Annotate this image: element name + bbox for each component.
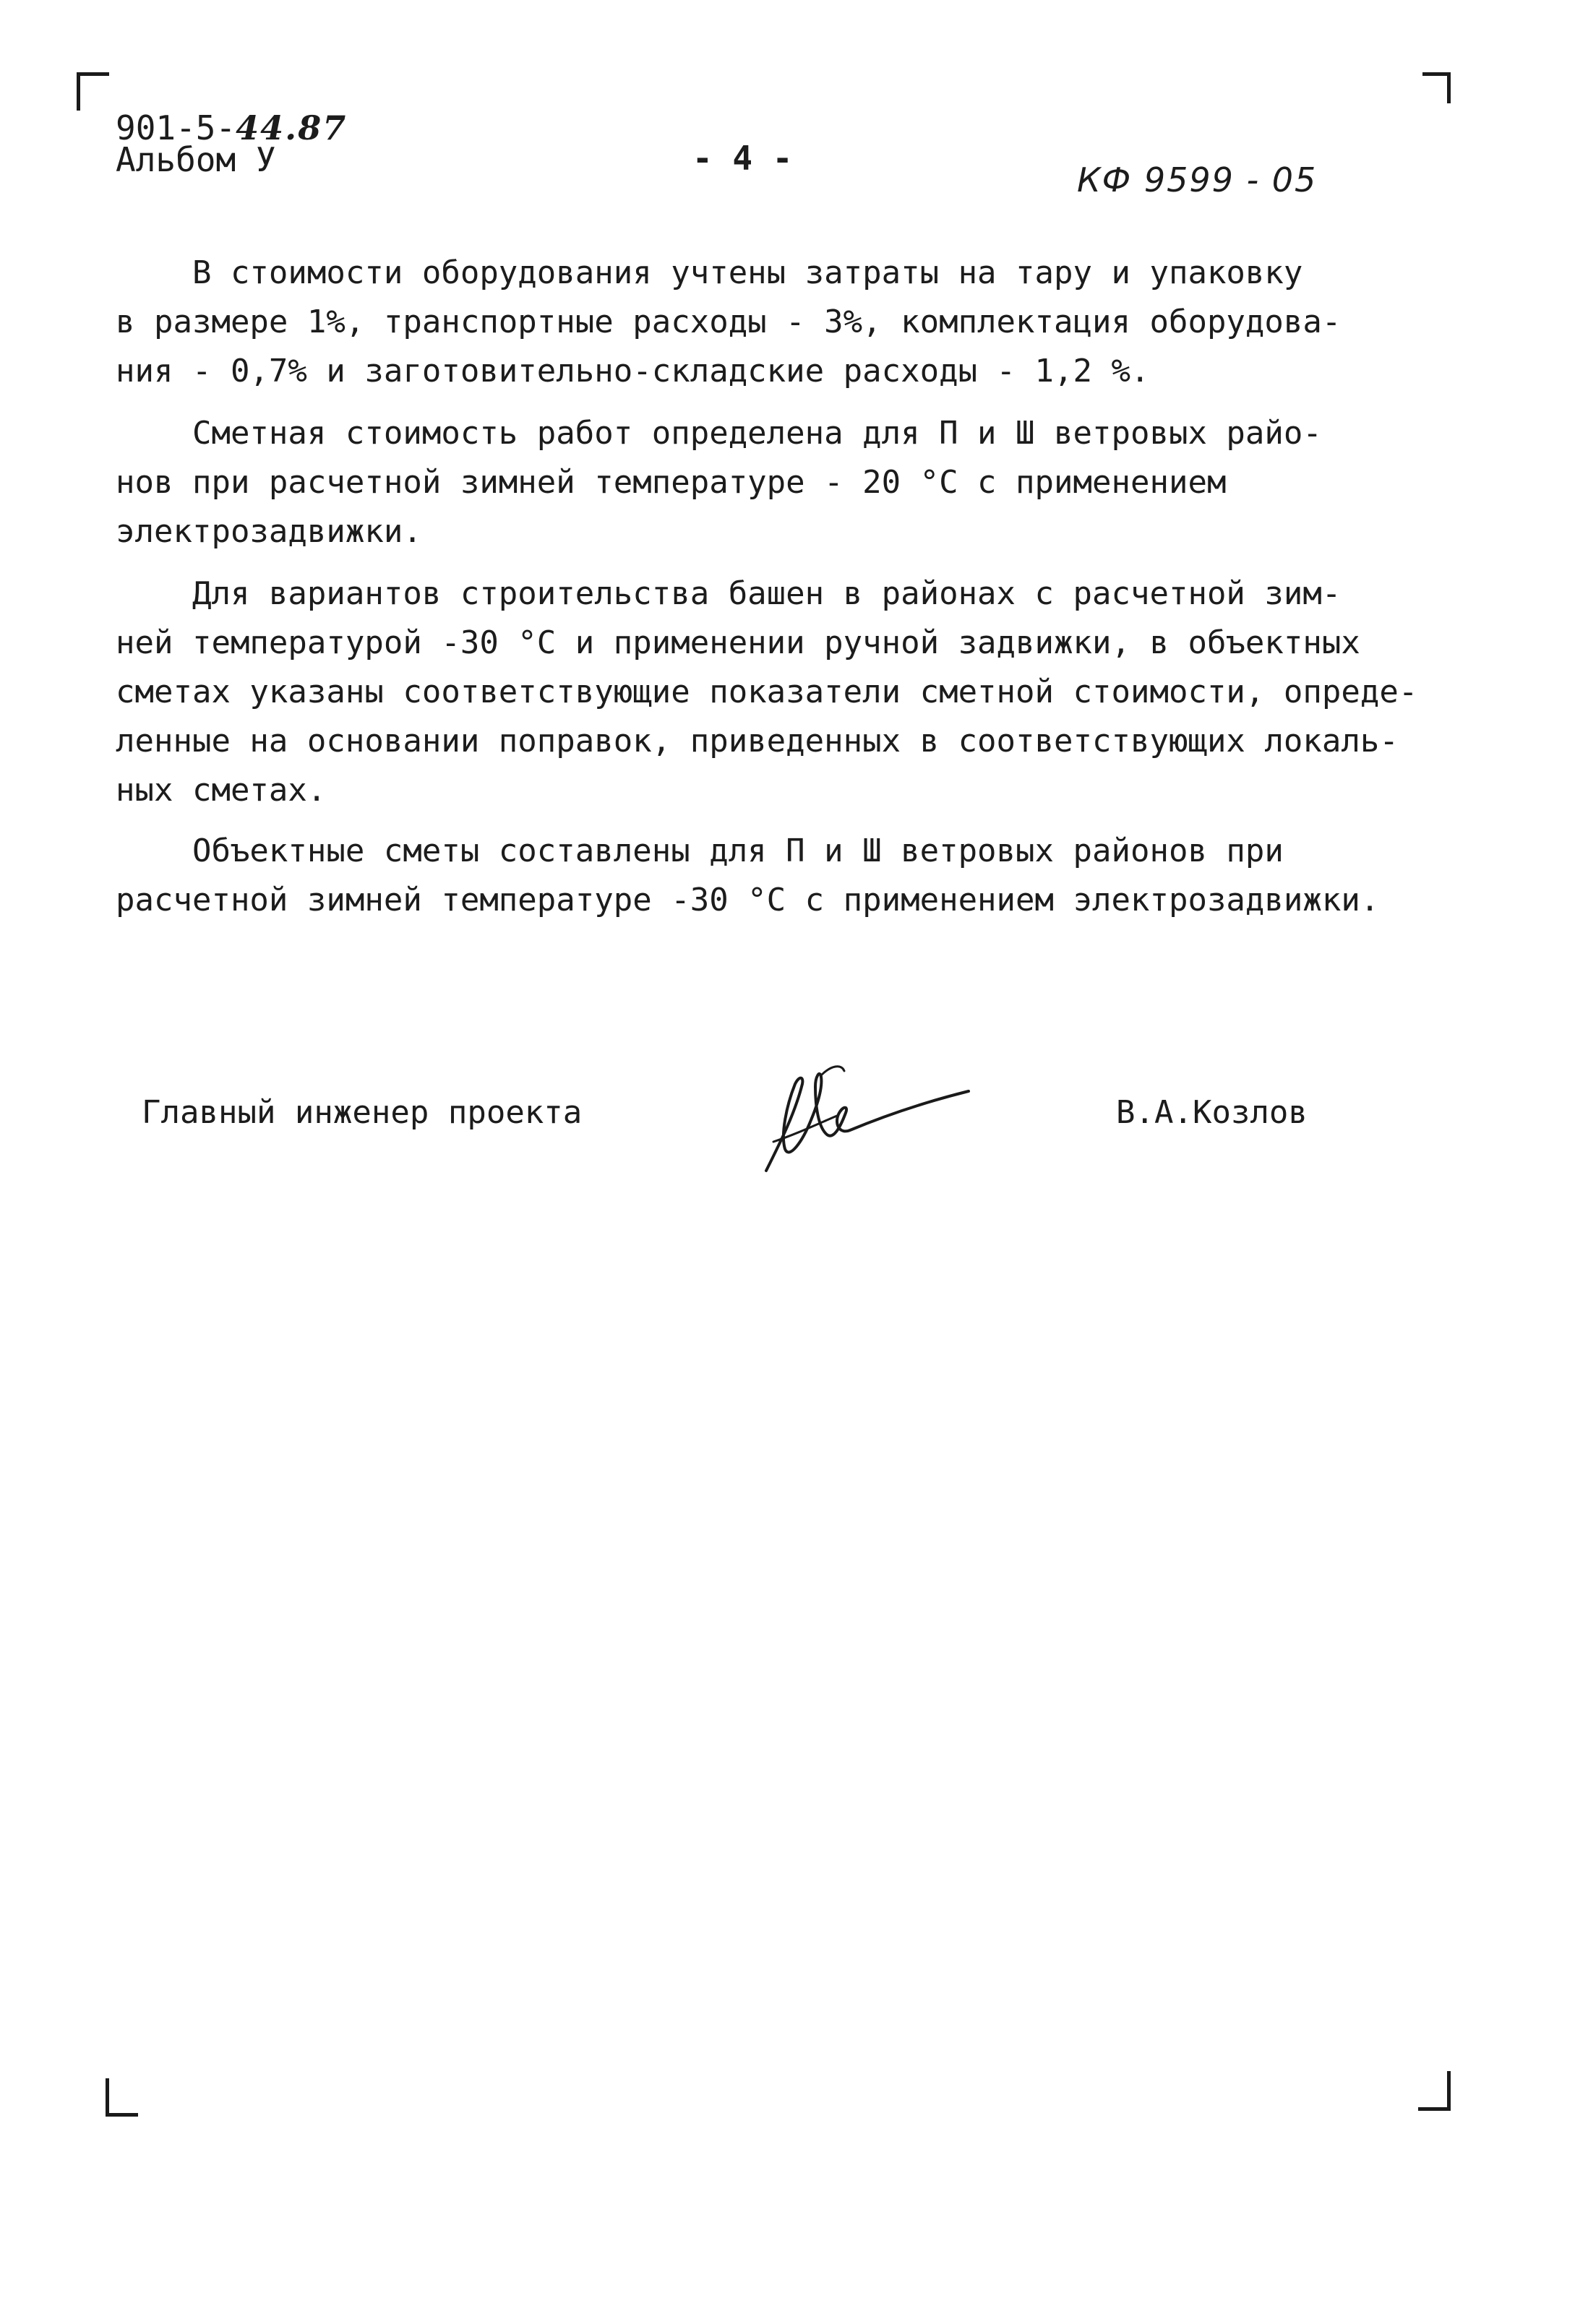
crop-mark-bottom-right: [1418, 2071, 1451, 2111]
text-line: сметах указаны соответствующие показатели сметной стоимости, опреде-: [116, 673, 1418, 710]
text-line: ней температурой -30 °С и применении ручной задвижки, в объектных: [116, 624, 1360, 661]
handwritten-signature: [752, 1055, 983, 1185]
paragraph-estimated-cost: [116, 409, 1489, 556]
text-line: Объектные сметы составлены для П и Ш ветровых районов при: [116, 832, 1284, 869]
series-prefix: 901-5-: [116, 108, 236, 147]
crop-mark-top-left: [77, 72, 109, 111]
text-line: Сметная стоимость работ определена для П и Ш ветровых райо-: [116, 415, 1322, 452]
paragraph-equipment-cost: [116, 249, 1489, 396]
text-line: ных сметах.: [116, 772, 327, 809]
paragraph-construction-variants: [116, 569, 1489, 815]
handwritten-archive-code: КФ 9599 - 05: [1077, 160, 1318, 199]
signatory-title: Главный инженер проекта: [142, 1094, 583, 1131]
text-line: электрозадвижки.: [116, 513, 422, 550]
crop-mark-bottom-left: [106, 2078, 138, 2117]
page-number: - 4 -: [692, 139, 793, 178]
paragraph-object-estimates: [116, 827, 1489, 925]
signatory-name: В.А.Козлов: [1116, 1094, 1308, 1131]
text-line: ленные на основании поправок, приведенных в соответствующих локаль-: [116, 723, 1399, 759]
text-line: расчетной зимней температуре -30 °С с применением электрозадвижки.: [116, 882, 1380, 918]
text-line: нов при расчетной зимней температуре - 20 °С с применением: [116, 464, 1227, 501]
series-handwritten-number: 44.87: [236, 108, 348, 147]
text-line: в размере 1%, транспортные расходы - 3%, комплектация оборудова-: [116, 304, 1342, 340]
text-line: В стоимости оборудования учтены затраты на тару и упаковку: [116, 254, 1303, 291]
text-line: Для вариантов строительства башен в районах с расчетной зим-: [116, 575, 1342, 612]
album-label: Альбом У: [116, 140, 276, 179]
text-line: ния - 0,7% и заготовительно-складские расходы - 1,2 %.: [116, 353, 1150, 390]
crop-mark-top-right: [1422, 72, 1451, 103]
